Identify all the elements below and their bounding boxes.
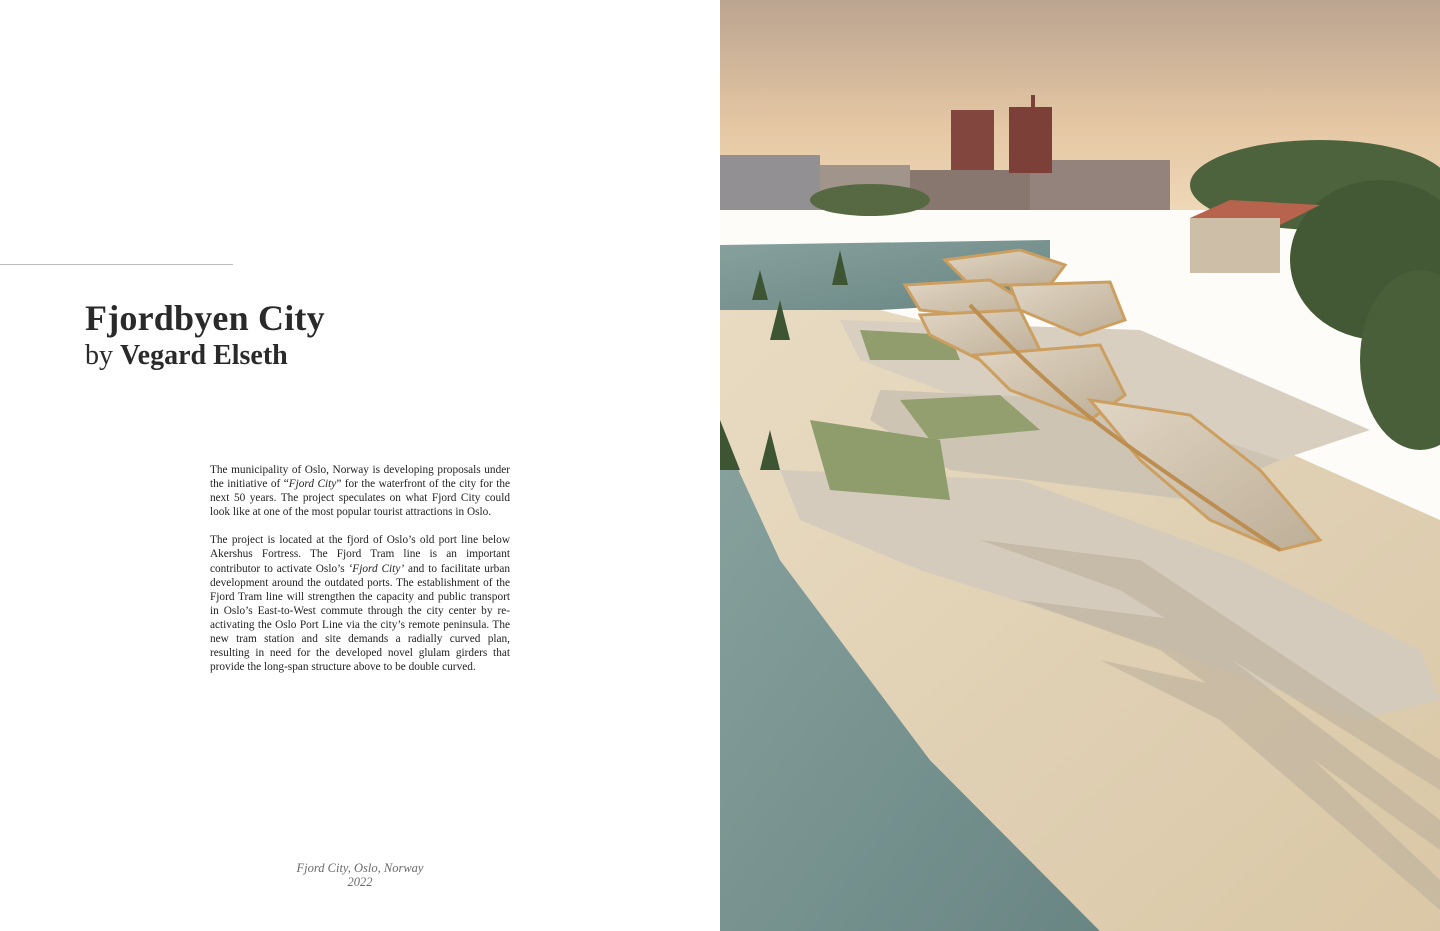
paragraph-1-text-a: The municipality of Oslo, Norway is developing proposals under the initiative of “ bbox=[210, 464, 510, 491]
author-name: Vegard Elseth bbox=[120, 340, 288, 371]
paragraph-1 bbox=[210, 463, 510, 519]
caption-location: Fjord City, Oslo, Norway bbox=[296, 861, 424, 875]
paragraph-2-text-a: The project is located at the fjord of Oslo’s old port line below Akershus Fortress. The Fjord Tram line is an important contributor to activate Oslo’s bbox=[210, 534, 510, 575]
render-illustration bbox=[720, 0, 1440, 931]
caption-year: 2022 bbox=[347, 875, 373, 889]
photo-caption bbox=[260, 861, 460, 889]
page-title: Fjordbyen City bbox=[85, 298, 325, 338]
paragraph-1-text-b: ” for the waterfront of the city for the next 50 years. The project speculates on what Fjord City could look like at one of the most popular tourist attractions in Oslo. bbox=[210, 478, 511, 519]
paragraph-1-emphasis: Fjord City bbox=[288, 478, 337, 491]
horizontal-rule bbox=[0, 264, 233, 265]
light-haze bbox=[720, 0, 1440, 931]
byline bbox=[85, 338, 645, 374]
body-text bbox=[210, 463, 510, 688]
paragraph-2-emphasis: ‘Fjord City’ bbox=[348, 562, 405, 575]
byline-prefix: by bbox=[85, 340, 113, 371]
paragraph-2 bbox=[210, 533, 510, 674]
paragraph-2-text-b: and to facilitate urban development around the outdated ports. The establishment of the Fjord Tram line will strengthen the capacity and public transport in Oslo’s East-to-West commute through the city center by re-activating the Oslo Port Line via the city’s remote peninsula. The new tram station and site demands a radially curved plan, resulting in need for the developed novel glulam girders that provide the long-span structure above to be double curved. bbox=[210, 562, 510, 674]
architectural-render-image bbox=[720, 0, 1440, 931]
